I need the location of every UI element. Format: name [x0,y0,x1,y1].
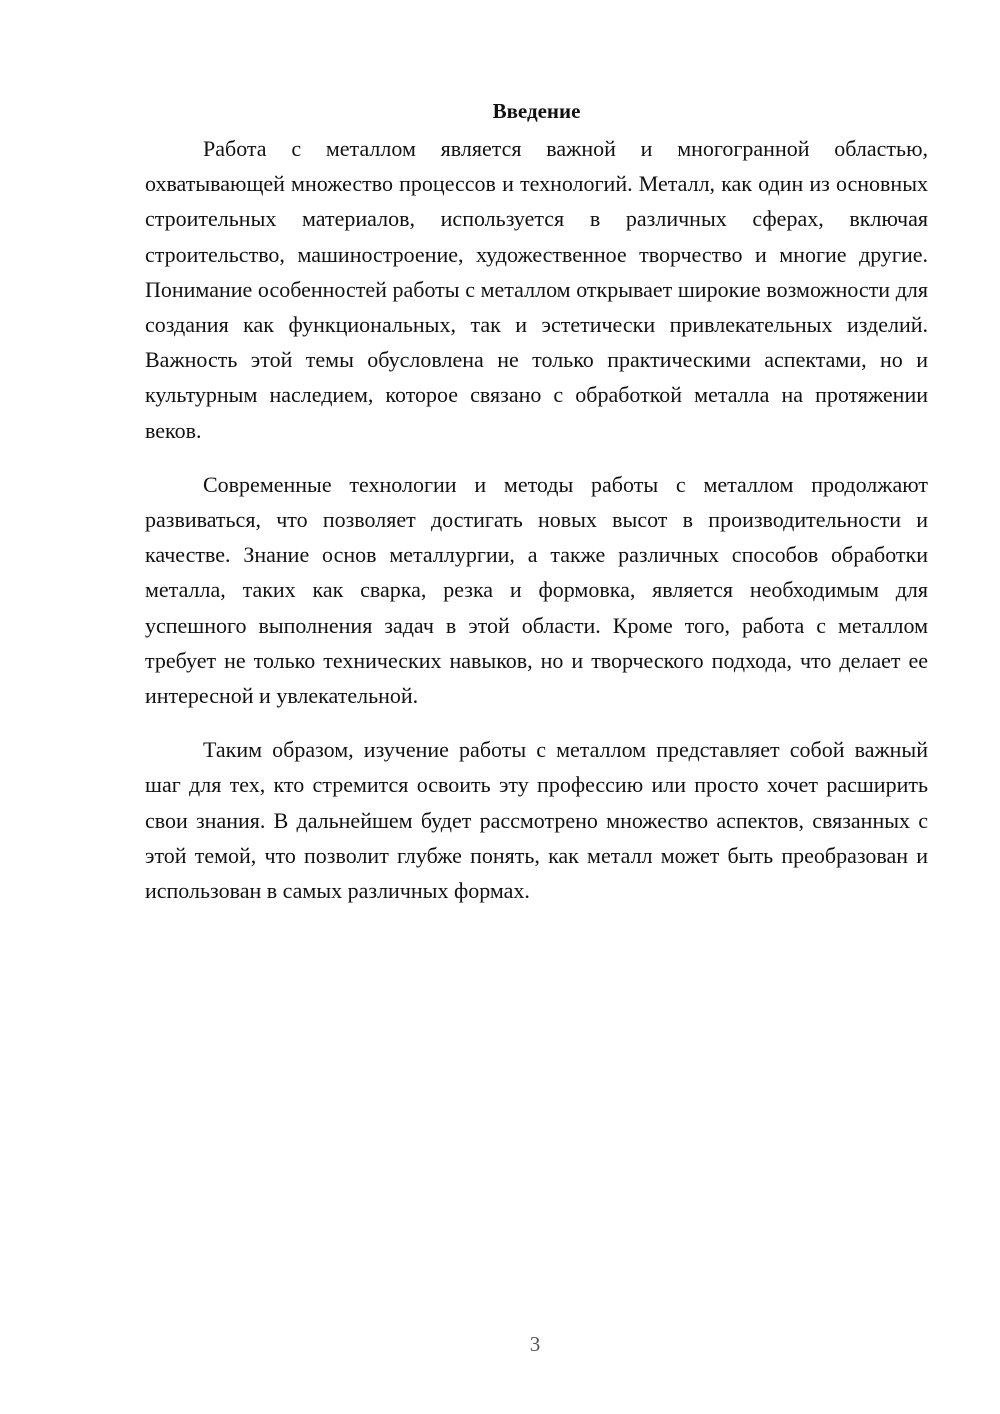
page-number: 3 [529,1332,541,1356]
paragraph-3: Таким образом, изучение работы с металлом представляет собой важный шаг для тех, кто стремится освоить эту профессию или просто хочет расширить свои знания. В дальнейшем будет рассмотрено множество аспектов, связанных с этой темой, что позволит глубже понять, как металл может быть преобразован и использован в самых различных формах. [145,737,928,904]
section-title: Введение [492,99,581,123]
paragraph-1: Работа с металлом является важной и многогранной областью, охватывающей множество процессов и технологий. Металл, как один из основных строительных материалов, используется в различных сферах, включая строительство, машиностроение, художественное творчество и многие другие. Понимание особенностей работы с металлом открывает широкие возможности для создания как функциональных, так и эстетически привлекательных изделий. Важность этой темы обусловлена не только практическими аспектами, но и культурным наследием, которое связано с обработкой металла на протяжении веков. [145,136,928,443]
paragraph-2: Современные технологии и методы работы с металлом продолжают развиваться, что позволяет достигать новых высот в производительности и качестве. Знание основ металлургии, а также различных способов обработки металла, таких как сварка, резка и формовка, является необходимым для успешного выполнения задач в этой области. Кроме того, работа с металлом требует не только технических навыков, но и творческого подхода, что делает ее интересной и увлекательной. [145,471,928,709]
page-content [145,96,928,927]
